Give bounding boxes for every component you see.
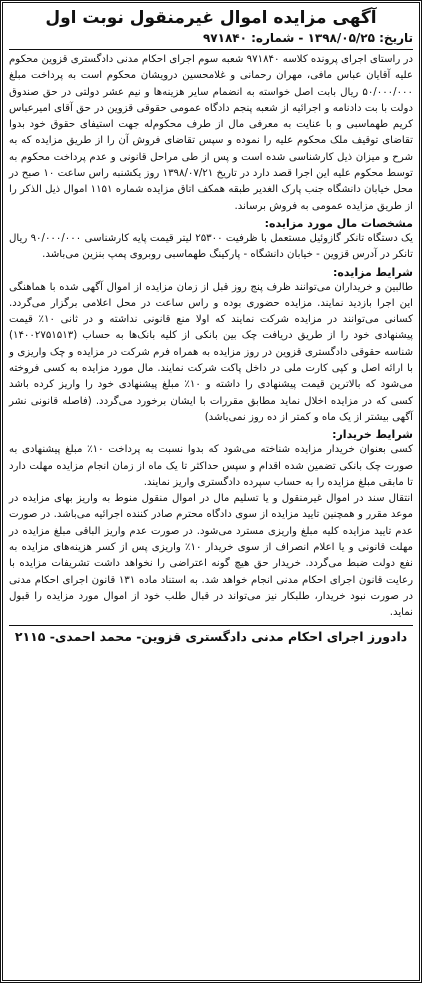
auction-conditions-paragraph: طالبین و خریداران می‌توانند ظرف پنج روز قبل از زمان مزایده از اموال آگهی شده با هماهنگی این اجرا بازدید نمایند. مزایده حضوری بوده و راس ساعت در محل اعلامی برگزار می‌گردد. کسانی می‌توانند در مزایده شرکت نمایند که اولا منع قانونی نداشته و در ثانی ۱۰٪ قیمت پیشنهادی خود را از طریق دریافت چک بین بانکی از کلیه بانک‌ها به حساب (۱۴۰۰۲۷۵۱۵۱۳) شناسه حقوقی دادگستری قزوین در روز مزایده به همراه فرم شرکت در مزایده و چک واریزی و با ارائه اصل و کپی کارت ملی در داخل پاکت شرکت نمایند. مال مورد مزایده به کسی فروخته می‌شود که بالاترین قیمت پیشنهادی را داشته و ۱۰٪ مبلغ پیشنهادی خود را واریز کرده باشد کسی که در مزایده اخلال نماید مطابق مقررات با ایشان برخورد می‌گردد. (فاصله قانونی نشر آگهی بیشتر از یک ماه و کمتر از ده روز نمی‌باشد) — [9, 281, 413, 423]
signature-line: دادورز اجرای احکام مدنی دادگستری قزوین- محمد احمدی- ۲۱۱۵ — [9, 625, 413, 646]
property-specs-paragraph: یک دستگاه تانکر گازوئیل مستعمل با ظرفیت ۲۵۳۰۰ لیتر قیمت پایه کارشناسی ۹۰/۰۰۰/۰۰۰ ریال تانکر در آدرس قزوین - خیابان دانشگاه - پارکینگ طهماسبی روبروی پمپ بنزین می‌باشد. — [9, 232, 414, 261]
property-specs-heading: مشخصات مال مورد مزایده: — [264, 216, 413, 230]
intro-paragraph: در راستای اجرای پرونده کلاسه ۹۷۱۸۴۰ شعبه سوم اجرای احکام مدنی دادگستری قزوین محکوم علیه آقایان عباس مافی، مهران رحمانی و غلامحسین درویشان محکوم است به پرداخت مبلغ ۵۰/۰۰۰/۰۰۰ ریال بابت اصل خواسته به انضمام سایر هزینه‌ها و نیم عشر دولتی در حق صندوق دولت با بت دادنامه و اجرائیه از شعبه پنجم دادگاه عمومی حقوقی قزوین در حق آقای امیرعباس کریم طهماسبی و با عنایت به معرفی مال از طرف محکوم‌له جهت استیفای حقوق خود بدوا تقاضای توقیف ملک محکوم علیه را نموده و سپس تقاضای فروش آن را از طریق مزایده که به شرح و میزان ذیل کارشناسی شده است و پس از طی مراحل قانونی و عدم پرداخت محکوم به توسط محکوم علیه این اجرا قصد دارد در تاریخ ۱۳۹۸/۰۷/۲۱ روز یکشنبه راس ساعت ۱۰ صبح در محل خیابان دانشگاه جنب پارک الغدیر طبقه همکف اتاق مزایده شماره ۱۱۵۱ اموال ذیل الذکر را از طریق مزایده عمومی به فروش برساند. — [9, 54, 413, 212]
buyer-conditions-heading: شرایط خریدار: — [332, 428, 413, 442]
buyer-conditions-paragraph: کسی بعنوان خریدار مزایده شناخته می‌شود که بدوا نسبت به پرداخت ۱۰٪ مبلغ پیشنهادی به صورت چک بانکی تضمین شده اقدام و سپس حداکثر تا یک ماه از زمان انجام مزایده مهلت دارد تا مابقی مبلغ مزایده را به حساب سپرده دادگستری واریز نمایند. — [9, 444, 413, 488]
transfer-paragraph: انتقال سند در اموال غیرمنقول و یا تسلیم مال در اموال منقول منوط به واریز بهای مزایده در موعد مقرر و همچنین تایید مزایده از سوی دادگاه محترم صادر کننده اجرائیه می‌باشد. در صورت عدم تایید مزایده کلیه مبلغ واریزی مسترد می‌شود. در صورت عدم واریز الباقی مبلغ مزایده در مهلت قانونی و یا اعلام انصراف از سوی خریدار ۱۰٪ واریزی پس از کسر هزینه‌های مزایده به نفع دولت ضبط می‌گردد. خریدار حق هیچ گونه اعتراضی را نخواهد داشت تشریفات مزایده با رعایت قانون اجرای احکام مدنی انجام خواهد شد. به استناد ماده ۱۳۱ قانون اجرای احکام مدنی در صورت نبود خریدار، طلبکار نیز می‌تواند در قبال طلب خود از اموال مورد مزایده را قبول نماید. — [9, 493, 413, 619]
notice-title: آگهی مزایده اموال غیرمنقول نوبت اول — [45, 8, 377, 28]
date-number-line: تاریخ: ۱۳۹۸/۰۵/۲۵ - شماره: ۹۷۱۸۴۰ — [9, 30, 413, 50]
auction-conditions-heading: شرایط مزایده: — [333, 265, 413, 279]
